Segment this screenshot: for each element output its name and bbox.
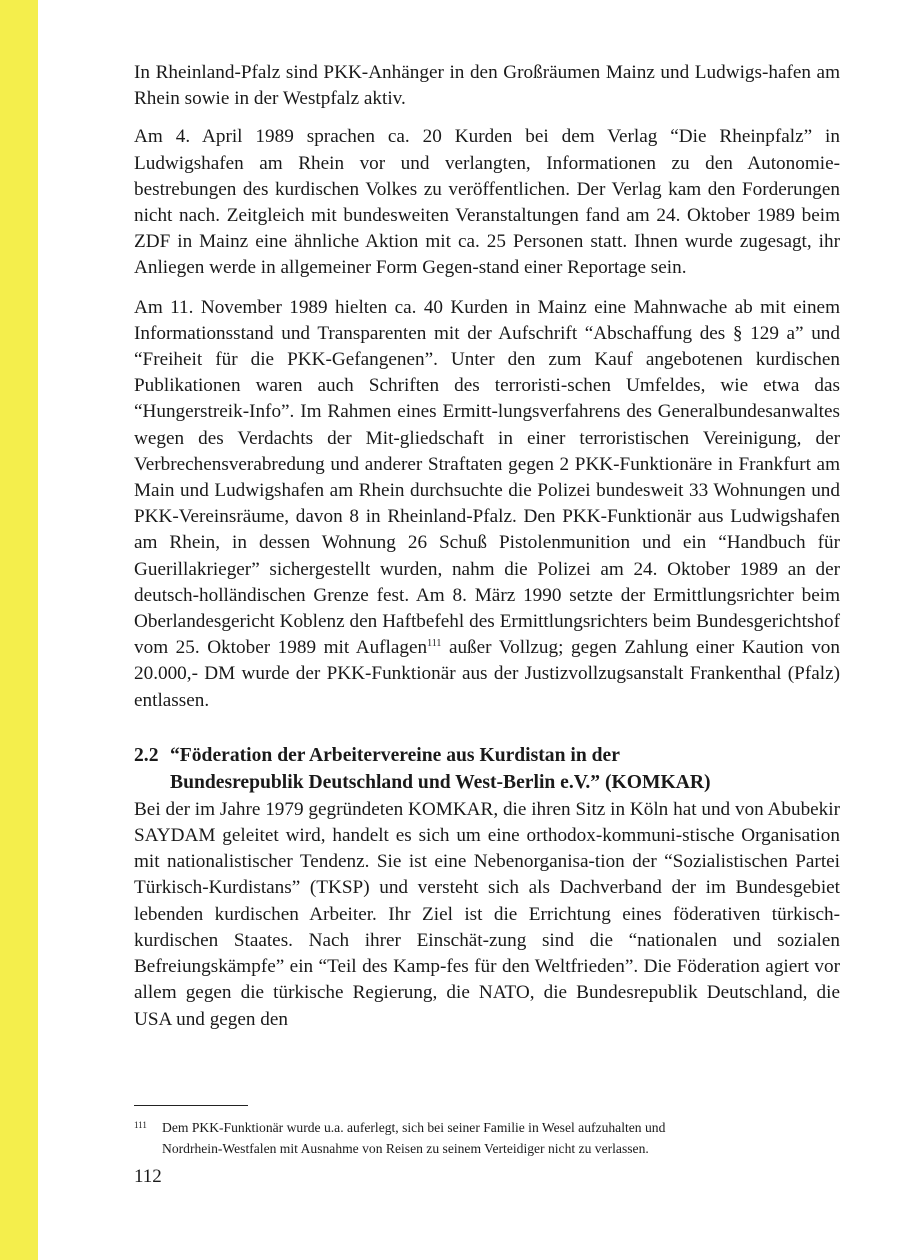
- yellow-margin-strip: [0, 0, 38, 1260]
- paragraph-rheinland-pfalz: In Rheinland-Pfalz sind PKK-Anhänger in den Großräumen Mainz und Ludwigs-hafen am Rhein sowie in der Westpfalz aktiv.: [134, 62, 840, 110]
- footnote-line2: Nordrhein-Westfalen mit Ausnahme von Reisen zu seinem Verteidiger nicht zu verlassen.: [162, 1141, 649, 1156]
- paragraph-november-1989-text-cont: außer Vollzug; gegen Zahlung einer Kaution von 20.000,- DM wurde der PKK-Funktionär aus der Justizvollzugsanstalt Frankenthal (Pfalz) entlassen.: [134, 637, 840, 711]
- paragraph-november-1989: [134, 295, 840, 714]
- footnote-number: 111: [134, 1120, 147, 1130]
- section-heading-komkar: [134, 742, 840, 796]
- footnote: [134, 1115, 840, 1159]
- page-number: 112: [134, 1166, 162, 1187]
- footnote-line1: Dem PKK-Funktionär wurde u.a. auferlegt, sich bei seiner Familie in Wesel aufzuhalten und: [162, 1120, 666, 1135]
- page-body: [134, 60, 840, 1046]
- paragraph-april-1989: Am 4. April 1989 sprachen ca. 20 Kurden bei dem Verlag “Die Rheinpfalz” in Ludwigshafen am Rhein vor und verlangten, Informationen zu den Autonomie-bestrebungen des kurdischen Volkes zu veröffentlichen. Der Verlag kam den Forderungen nicht nach. Zeitgleich mit bundesweiten Veranstaltungen fand am 24. Oktober 1989 beim ZDF in Mainz eine ähnliche Aktion mit ca. 25 Personen statt. Ihnen wurde zugesagt, ihr Anliegen werde in allgemeiner Form Gegen-stand einer Reportage sein.: [134, 126, 840, 279]
- section-title-line1: “Föderation der Arbeitervereine aus Kurdistan in der: [170, 744, 620, 766]
- section-number: 2.2: [134, 744, 159, 766]
- section-title-line2: Bundesrepublik Deutschland und West-Berlin e.V.” (KOMKAR): [170, 771, 711, 793]
- paragraph-komkar: Bei der im Jahre 1979 gegründeten KOMKAR, die ihren Sitz in Köln hat und von Abubekir SAYDAM geleitet wird, handelt es sich um eine orthodox-kommuni-stische Organisation mit nationalistischer Tendenz. Sie ist eine Nebenorganisa-tion der “Sozialistischen Partei Türkisch-Kurdistans” (TKSP) und versteht sich als Dachverband der im Bundesgebiet lebenden kurdischen Arbeiter. Ihr Ziel ist die Errichtung eines föderativen türkisch-kurdischen Staates. Nach ihrer Einschät-zung sind die “nationalen und sozialen Befreiungskämpfe” ein “Teil des Kamp-fes für den Weltfrieden”. Die Föderation agiert vor allem gegen die türkische Regierung, die NATO, die Bundesrepublik Deutschland, die USA und gegen den: [134, 798, 840, 1030]
- footnote-divider: [134, 1105, 248, 1106]
- footnote-reference[interactable]: 111: [427, 638, 442, 650]
- paragraph-november-1989-text: Am 11. November 1989 hielten ca. 40 Kurden in Mainz eine Mahnwache ab mit einem Informationsstand und Transparenten mit der Aufschrift “Abschaffung des § 129 a” und “Freiheit für die PKK-Gefangenen”. Unter den zum Kauf angebotenen kurdischen Publikationen waren auch Schriften des terroristi-schen Umfeldes, wie etwa das “Hungerstreik-Info”. Im Rahmen eines Ermitt-lungsverfahrens des Generalbundesanwaltes wegen des Verdachts der Mit-gliedschaft in einer terroristischen Vereinigung, der Verbrechensverabredung und anderer Straftaten gegen 2 PKK-Funktionäre in Frankfurt am Main und Ludwigshafen am Rhein durchsuchte die Polizei bundesweit 33 Wohnungen und PKK-Vereinsräume, davon 8 in Rheinland-Pfalz. Den PKK-Funktionär aus Ludwigshafen am Rhein, in dessen Wohnung 26 Schuß Pistolenmunition und ein “Handbuch für Guerillakrieger” sichergestellt wurden, nahm die Polizei am 24. Oktober 1989 an der deutsch-holländischen Grenze fest. Am 8. März 1990 setzte der Ermittlungsrichter beim Oberlandesgericht Koblenz den Haftbefehl des Ermittlungsrichters beim Bundesgerichtshof vom 25. Oktober 1989 mit Auflagen: [134, 296, 840, 659]
